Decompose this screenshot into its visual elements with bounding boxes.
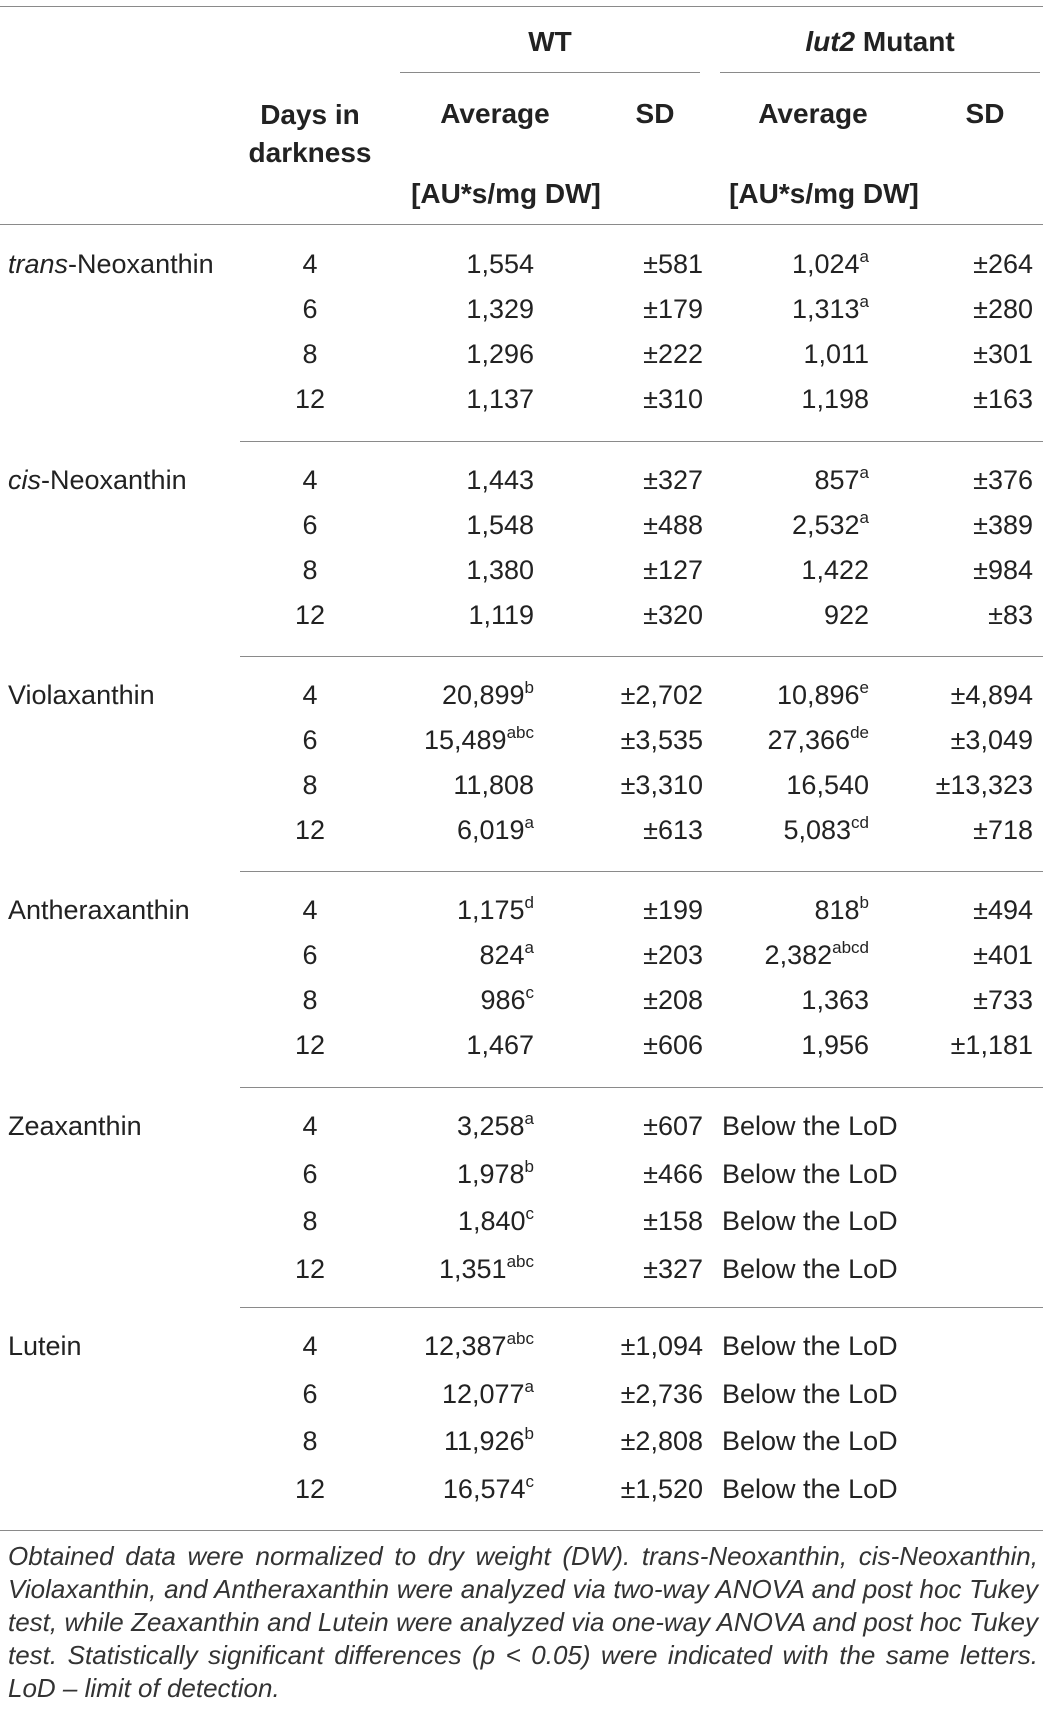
- wt-average-value: 1,443: [466, 465, 534, 495]
- mutant-group-header: [720, 24, 1040, 60]
- group-separator: [240, 1307, 1043, 1308]
- wt-significance-letters: b: [524, 678, 534, 697]
- group-separator: [240, 1087, 1043, 1088]
- mutant-sd-cell: ±401: [973, 940, 1033, 970]
- day-cell: 4: [302, 465, 318, 495]
- wt-sd-cell: ±581: [643, 249, 703, 279]
- mutant-average-cell: [767, 723, 869, 757]
- mutant-sd-cell: ±389: [973, 510, 1033, 540]
- wt-average-value: 1,296: [466, 339, 534, 369]
- day-cell: 12: [294, 1030, 326, 1060]
- mutant-average-value: 922: [823, 600, 869, 630]
- wt-average-value: 12,077: [441, 1378, 525, 1409]
- wt-average-value: 20,899: [441, 680, 525, 710]
- mutant-sd-cell: ±376: [973, 465, 1033, 495]
- mutant-average-value: 5,083: [783, 815, 852, 845]
- mutant-sd-cell: ±13,323: [935, 770, 1033, 800]
- wt-average-cell: [444, 1424, 534, 1458]
- mutant-average-value: 1,024: [791, 249, 860, 279]
- compound-prefix: cis: [8, 465, 41, 495]
- table-footnote: Obtained data were normalized to dry weight (DW). trans-Neoxanthin, cis-Neoxanthin, Violaxanthin, and Antheraxanthin were analyzed via two-way ANOVA and post hoc Tukey test, while Zeaxanthin and Lutein were analyzed via one-way ANOVA and post hoc Tukey test. Statistically significant differences (p < 0.05) were indicated with the same letters. LoD – limit of detection.: [8, 1541, 1038, 1703]
- day-cell: 12: [294, 384, 326, 414]
- compound-name: [8, 1109, 142, 1143]
- day-cell: 12: [294, 1473, 326, 1504]
- mutant-significance-letters: a: [859, 463, 869, 482]
- wt-sd-header: SD: [635, 98, 675, 129]
- mutant-lod-cell: Below the LoD: [722, 1473, 898, 1504]
- wt-average-cell: [466, 292, 534, 326]
- wt-sd-cell: ±3,535: [620, 725, 703, 755]
- mutant-significance-letters: e: [859, 678, 869, 697]
- day-cell: 6: [302, 294, 318, 324]
- mutant-sd-cell: ±83: [988, 600, 1033, 630]
- day-cell: 4: [302, 895, 318, 925]
- mutant-average-cell: [801, 382, 869, 416]
- mutant-average-cell: [814, 463, 869, 497]
- mutant-average-cell: [814, 893, 869, 927]
- wt-significance-letters: a: [524, 813, 534, 832]
- mutant-significance-letters: a: [859, 292, 869, 311]
- mutant-unit-header: [AU*s/mg DW]: [729, 178, 919, 209]
- wt-sd-cell: ±607: [643, 1111, 703, 1141]
- mutant-sd-cell: ±301: [973, 339, 1033, 369]
- wt-significance-letters: c: [525, 1204, 534, 1223]
- mutant-sd-cell: ±280: [973, 294, 1033, 324]
- wt-average-value: 1,329: [466, 294, 534, 324]
- mutant-average-value: 1,956: [801, 1030, 869, 1060]
- mutant-lod-cell: Below the LoD: [722, 1111, 898, 1141]
- wt-sd-cell: ±2,736: [620, 1378, 703, 1409]
- day-cell: 6: [302, 1158, 318, 1189]
- wt-significance-letters: b: [524, 1156, 534, 1176]
- wt-average-cell: [424, 723, 534, 757]
- wt-average-cell: [480, 983, 534, 1017]
- compound-name: [8, 893, 190, 927]
- day-cell: 8: [302, 985, 318, 1015]
- mutant-significance-letters: a: [859, 508, 869, 527]
- wt-average-cell: [424, 1329, 534, 1363]
- wt-average-cell: [466, 508, 534, 542]
- day-cell: 6: [302, 725, 318, 755]
- wt-average-cell: [466, 382, 534, 416]
- compound-label: Violaxanthin: [8, 680, 155, 710]
- day-cell: 4: [302, 1331, 318, 1361]
- wt-significance-letters: d: [524, 893, 534, 912]
- mutant-sd-cell: ±4,894: [950, 680, 1033, 710]
- wt-average-value: 824: [479, 940, 525, 970]
- wt-average-cell: [457, 1109, 534, 1143]
- mutant-sd-cell: ±494: [973, 895, 1033, 925]
- wt-sd-cell: ±203: [643, 940, 703, 970]
- wt-average-cell: [457, 1157, 534, 1191]
- day-cell: 12: [294, 815, 326, 845]
- wt-significance-letters: abc: [506, 1251, 534, 1271]
- wt-average-cell: [466, 247, 534, 281]
- mutant-lod-cell: Below the LoD: [722, 1378, 898, 1409]
- mutant-significance-letters: cd: [851, 813, 869, 832]
- wt-unit-header: [AU*s/mg DW]: [411, 178, 601, 209]
- wt-average-cell: [468, 598, 534, 632]
- mutant-lod-cell: Below the LoD: [722, 1426, 898, 1456]
- day-cell: 4: [302, 249, 318, 279]
- wt-average-value: 1,351: [439, 1253, 507, 1284]
- wt-average-value: 986: [480, 985, 526, 1015]
- wt-average-cell: [453, 768, 534, 802]
- wt-average-value: 11,926: [443, 1426, 525, 1456]
- mutant-significance-letters: b: [859, 893, 869, 912]
- wt-group-header: WT: [528, 26, 572, 57]
- mutant-significance-letters: abcd: [832, 938, 869, 957]
- compound-name: [8, 678, 155, 712]
- mutant-average-value: 1,313: [791, 294, 860, 324]
- header-rule: [0, 224, 1043, 225]
- day-cell: 12: [294, 1253, 326, 1284]
- day-cell: 8: [302, 1206, 318, 1236]
- mutant-sd-cell: ±3,049: [950, 725, 1033, 755]
- mutant-average-value: 1,422: [801, 555, 869, 585]
- wt-sd-cell: ±158: [643, 1206, 703, 1236]
- wt-sd-cell: ±199: [643, 895, 703, 925]
- wt-average-value: 12,387: [423, 1331, 507, 1361]
- mutant-sd-cell: ±1,181: [950, 1030, 1033, 1060]
- mutant-average-value: 857: [814, 465, 860, 495]
- wt-sd-cell: ±179: [643, 294, 703, 324]
- wt-average-value: 16,574: [442, 1473, 526, 1504]
- wt-average-cell: [457, 893, 534, 927]
- wt-average-cell: [439, 1252, 534, 1286]
- wt-average-cell: [466, 337, 534, 371]
- wt-significance-letters: c: [525, 1471, 534, 1491]
- day-cell: 4: [302, 1111, 318, 1141]
- day-cell: 8: [302, 555, 318, 585]
- wt-average-value: 1,380: [466, 555, 534, 585]
- mutant-sd-cell: ±718: [973, 815, 1033, 845]
- wt-sd-cell: ±606: [643, 1030, 703, 1060]
- compound-label: -Neoxanthin: [68, 249, 214, 279]
- mutant-average-cell: [801, 983, 869, 1017]
- wt-average-cell: [466, 553, 534, 587]
- wt-sd-cell: ±488: [643, 510, 703, 540]
- compound-label: Antheraxanthin: [8, 895, 190, 925]
- mutant-average-value: 1,363: [801, 985, 869, 1015]
- wt-average-value: 3,258: [456, 1111, 525, 1141]
- day-cell: 8: [302, 770, 318, 800]
- wt-average-cell: [442, 678, 534, 712]
- compound-name: [8, 1329, 82, 1363]
- mutant-average-value: 2,382: [764, 940, 833, 970]
- wt-average-cell: [466, 463, 534, 497]
- table-top-rule: [0, 6, 1043, 7]
- compound-label: -Neoxanthin: [41, 465, 187, 495]
- mutant-label: Mutant: [855, 26, 955, 57]
- mutant-average-value: 1,011: [803, 339, 869, 369]
- wt-significance-letters: b: [524, 1424, 534, 1443]
- wt-average-value: 15,489: [423, 725, 507, 755]
- wt-significance-letters: abc: [506, 723, 534, 742]
- wt-sd-cell: ±2,702: [620, 680, 703, 710]
- mutant-lod-cell: Below the LoD: [722, 1253, 898, 1284]
- wt-sd-cell: ±327: [643, 465, 703, 495]
- wt-average-value: 1,119: [468, 600, 534, 630]
- group-separator: [240, 656, 1043, 657]
- day-cell: 8: [302, 339, 318, 369]
- mutant-average-cell: [824, 598, 869, 632]
- wt-average-cell: [443, 1472, 534, 1506]
- group-separator: [240, 871, 1043, 872]
- day-cell: 8: [302, 1426, 318, 1456]
- mutant-average-value: 27,366: [767, 725, 851, 755]
- compound-label: Lutein: [8, 1331, 82, 1361]
- wt-significance-letters: a: [524, 938, 534, 957]
- day-cell: 6: [302, 1378, 318, 1409]
- wt-span-rule: [400, 72, 700, 73]
- wt-average-value: 1,978: [456, 1158, 525, 1189]
- mutant-span-rule: [720, 72, 1040, 73]
- mutant-average-cell: [777, 678, 869, 712]
- days-in-darkness-header: Days in darkness: [248, 99, 372, 168]
- compound-label: Zeaxanthin: [8, 1111, 142, 1141]
- wt-average-value: 1,175: [456, 895, 525, 925]
- wt-average-header: Average: [440, 98, 550, 129]
- mutant-significance-letters: a: [859, 247, 869, 266]
- wt-sd-cell: ±320: [643, 600, 703, 630]
- day-cell: 6: [302, 940, 318, 970]
- wt-sd-cell: ±127: [643, 555, 703, 585]
- group-separator: [240, 441, 1043, 442]
- wt-sd-cell: ±613: [643, 815, 703, 845]
- wt-average-cell: [479, 938, 534, 972]
- mutant-average-cell: [786, 768, 869, 802]
- mutant-average-value: 2,532: [791, 510, 860, 540]
- mutant-lod-cell: Below the LoD: [722, 1158, 898, 1189]
- day-cell: 6: [302, 510, 318, 540]
- wt-sd-cell: ±2,808: [620, 1426, 703, 1456]
- compound-name: [8, 247, 214, 281]
- mutant-average-cell: [783, 813, 869, 847]
- mutant-average-value: 1,198: [801, 384, 869, 414]
- wt-average-value: 1,548: [466, 510, 534, 540]
- mutant-average-cell: [765, 938, 869, 972]
- mutant-sd-cell: ±163: [973, 384, 1033, 414]
- wt-sd-cell: ±327: [643, 1253, 703, 1284]
- wt-sd-cell: ±3,310: [620, 770, 703, 800]
- mutant-sd-cell: ±984: [973, 555, 1033, 585]
- wt-average-cell: [457, 813, 534, 847]
- mutant-lod-cell: Below the LoD: [722, 1206, 898, 1236]
- mutant-average-cell: [792, 292, 869, 326]
- wt-sd-cell: ±466: [643, 1158, 703, 1189]
- wt-sd-cell: ±1,520: [620, 1473, 703, 1504]
- mutant-average-value: 818: [814, 895, 860, 925]
- mutant-average-value: 16,540: [786, 770, 869, 800]
- mutant-sd-header: SD: [965, 98, 1005, 129]
- mutant-average-value: 10,896: [776, 680, 860, 710]
- wt-sd-cell: ±1,094: [620, 1331, 703, 1361]
- wt-sd-cell: ±222: [643, 339, 703, 369]
- mutant-average-cell: [792, 508, 869, 542]
- mutant-sd-cell: ±733: [973, 985, 1033, 1015]
- mutant-average-header: Average: [758, 98, 868, 129]
- wt-average-value: 11,808: [453, 770, 534, 800]
- compound-name: [8, 463, 187, 497]
- wt-average-cell: [458, 1204, 534, 1238]
- mutant-lod-cell: Below the LoD: [722, 1331, 898, 1361]
- mutant-average-cell: [801, 553, 869, 587]
- compound-prefix: trans: [8, 249, 69, 279]
- day-cell: 12: [294, 600, 326, 630]
- wt-average-value: 1,840: [457, 1206, 526, 1236]
- mutant-significance-letters: de: [850, 723, 869, 742]
- wt-sd-cell: ±208: [643, 985, 703, 1015]
- wt-sd-cell: ±310: [643, 384, 703, 414]
- wt-significance-letters: abc: [506, 1329, 534, 1348]
- mutant-sd-cell: ±264: [973, 249, 1033, 279]
- wt-average-value: 1,554: [466, 249, 534, 279]
- mutant-average-cell: [803, 337, 869, 371]
- wt-average-cell: [466, 1028, 534, 1062]
- wt-average-value: 1,137: [466, 384, 534, 414]
- day-cell: 4: [302, 680, 318, 710]
- wt-significance-letters: a: [524, 1376, 534, 1396]
- wt-average-value: 6,019: [456, 815, 525, 845]
- wt-significance-letters: a: [524, 1109, 534, 1128]
- mutant-average-cell: [801, 1028, 869, 1062]
- wt-average-value: 1,467: [466, 1030, 534, 1060]
- wt-significance-letters: c: [525, 983, 534, 1002]
- wt-average-cell: [442, 1377, 534, 1411]
- mutant-gene-name: lut2: [805, 26, 856, 57]
- table-bottom-rule: [0, 1530, 1043, 1531]
- mutant-average-cell: [792, 247, 869, 281]
